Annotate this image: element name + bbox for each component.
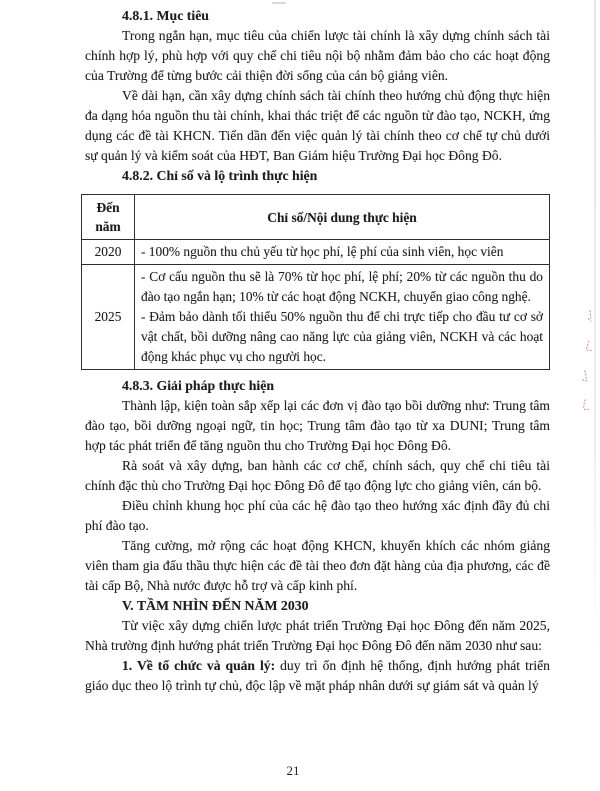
paragraph-long-term-goal: Về dài hạn, cần xây dựng chính sách tài chính theo hướng chủ động thực hiện đa dạng hóa nguồn thu tài chính, khai thác triệt để các nguồn từ đào tạo, NCKH, ứng dụng các đề tài KHCN. Tiến dần đến việc quản lý tài chính theo cơ chế tự chủ dưới sự quản lý và kiểm soát của HĐT, Ban Giám hiệu Trường Đại học Đông Đô.: [85, 88, 550, 163]
paragraph-short-term-goal: Trong ngắn hạn, mục tiêu của chiến lược tài chính là xây dựng chính sách tài chính hợp lý, phù hợp với quy chế chi tiêu nội bộ nhằm đảm bảo cho các hoạt động của Trường để từng bước cải thiện đời sống của cán bộ giảng viên.: [85, 28, 550, 83]
content-line: - 100% nguồn thu chủ yếu từ học phí, lệ phí của sinh viên, học viên: [141, 244, 504, 259]
pen-mark: [580, 369, 591, 383]
table-header-year: Đến năm: [82, 195, 135, 240]
org-management-text: duy trì ổn định hệ thống, định hướng phát triển giáo dục theo lộ trình tự chủ, độc lập về mặt pháp nhân dưới sự giám sát và quản lý: [85, 658, 550, 693]
table-row-2020: [82, 240, 550, 265]
heading-4-8-3: 4.8.3. Giải pháp thực hiện: [122, 378, 275, 393]
paragraph-financial-policy: Rà soát và xây dựng, ban hành các cơ chế, chính sách, quy chế chi tiêu tài chính đặc thù cho Trường Đại học Đông Đô để tạo động lực cho giảng viên, cán bộ.: [85, 458, 550, 493]
content-line: - Đảm bảo dành tối thiểu 50% nguồn thu để chi trực tiếp cho đầu tư cơ sở vật chất, bồi dưỡng nâng cao năng lực của giảng viên, NCKH và các hoạt động khác phục vụ cho người học.: [141, 309, 543, 364]
paragraph-tuition-framework: Điều chỉnh khung học phí của các hệ đào tạo theo hướng xác định đầy đủ chi phí đào tạo.: [85, 498, 550, 533]
roadmap-table: [81, 194, 550, 370]
scan-edge-artifact: [594, 0, 596, 665]
page-number: 21: [286, 763, 300, 778]
paragraph-science-activities: Tăng cường, mở rộng các hoạt động KHCN, khuyến khích các nhóm giảng viên tham gia đấu thầu thực hiện các đề tài theo đơn đặt hàng của địa phương, các đề tài cấp Bộ, Nhà nước được hỗ trợ và cấp kinh phí.: [85, 538, 550, 593]
paragraph-vision-intro: Từ việc xây dựng chiến lược phát triển Trường Đại học Đông đến năm 2025, Nhà trường định hướng phát triển Trường Đại học Đông Đô đến năm 2030 như sau:: [85, 618, 550, 653]
table-header-content: Chỉ số/Nội dung thực hiện: [135, 195, 550, 240]
heading-section-5-vision: V. TẦM NHÌN ĐẾN NĂM 2030: [122, 598, 309, 613]
table-row-2025: [82, 265, 550, 370]
content-cell: [135, 240, 550, 265]
pen-mark: [579, 398, 591, 412]
heading-4-8-1: 4.8.1. Mục tiêu: [122, 8, 209, 23]
scan-smudge: [272, 2, 286, 4]
year-cell: 2025: [82, 265, 135, 370]
heading-4-8-2: 4.8.2. Chỉ số và lộ trình thực hiện: [122, 168, 318, 183]
page-body: [85, 6, 550, 696]
paragraph-restructure-units: Thành lập, kiện toàn sắp xếp lại các đơn vị đào tạo bồi dưỡng như: Trung tâm đào tạo, bồi dưỡng ngoại ngữ, tin học; Trung tâm đào tạo từ xa DUNI; Trung tâm hợp tác phát triển để tăng nguồn thu cho Trường Đại học Đông Đô.: [85, 398, 550, 453]
year-cell: 2020: [82, 240, 135, 265]
content-line: - Cơ cấu nguồn thu sẽ là 70% từ học phí, lệ phí; 20% từ các nguồn thu do đào tạo ngắn hạn; 10% từ các hoạt động NCKH, chuyển giao công nghệ.: [141, 269, 543, 304]
paragraph-org-management: [85, 656, 550, 696]
content-cell: [135, 265, 550, 370]
table-header-row: [82, 195, 550, 240]
pen-mark: [584, 309, 596, 323]
pen-mark: [582, 339, 593, 352]
org-management-lead: 1. Về tổ chức và quản lý:: [122, 658, 276, 673]
